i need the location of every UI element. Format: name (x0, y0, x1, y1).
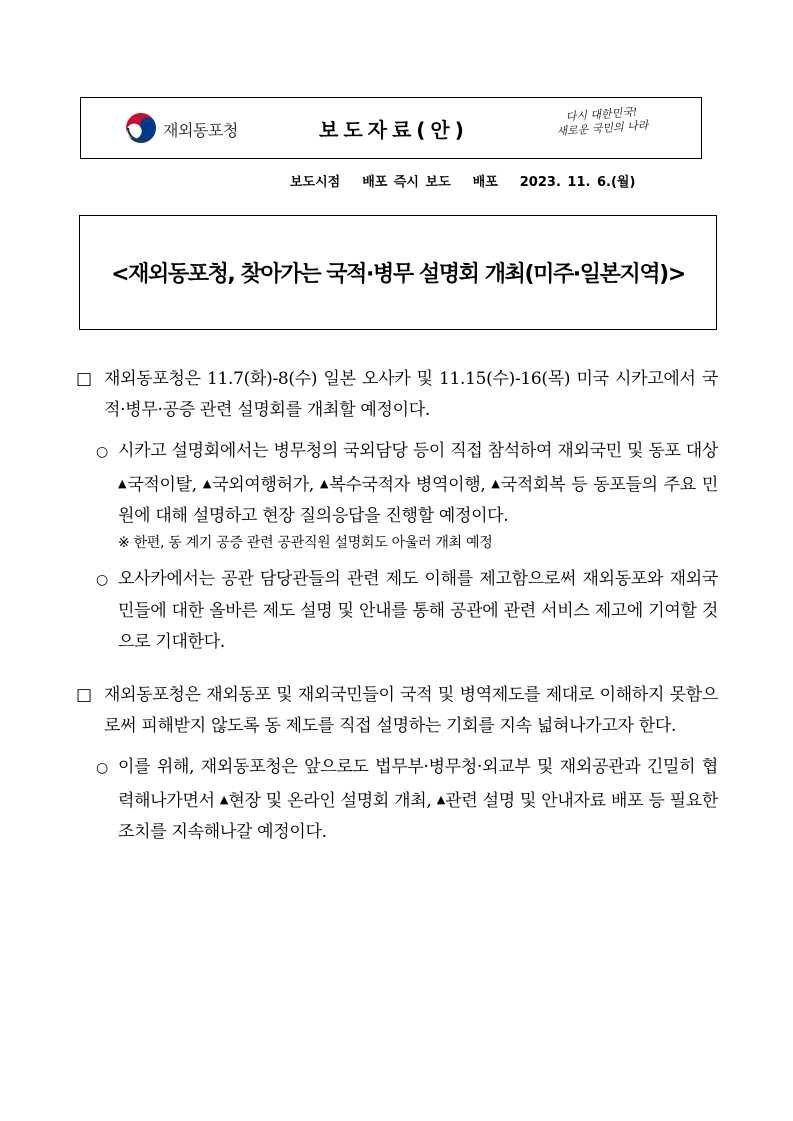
triangle-bullet-icon: ▲ (436, 793, 446, 806)
triangle-bullet-icon: ▲ (319, 477, 330, 490)
item-text: 국외여행허가, (212, 475, 320, 495)
taegeuk-logo-icon (125, 112, 157, 144)
triangle-bullet-icon: ▲ (202, 477, 213, 490)
agency-logo (125, 112, 257, 144)
headline: <재외동포청, 찾아가는 국적·병무 설명회 개최(미주·일본지역)> (111, 262, 685, 287)
press-release-header (80, 97, 702, 159)
release-time-value: 배포 즉시 보도 (362, 175, 451, 190)
triangle-bullet-icon: ▲ (219, 793, 229, 806)
item-text: 관련 설명 및 안내자료 배포 등 필요한 조치를 지속해나갈 예정이다. (118, 791, 719, 842)
circle-bullet: ○ (96, 760, 108, 776)
headline-box (79, 215, 717, 330)
slogan (546, 104, 658, 140)
release-info (290, 171, 635, 190)
circle-bullet: ○ (96, 572, 108, 588)
item-text: 현장 및 온라인 설명회 개최, (228, 791, 437, 811)
slogan-line-1: 다시 대한민국! (565, 105, 638, 124)
document-type-title: 보도자료(안) (319, 118, 469, 142)
section-2-text: 재외동포청은 재외동포 및 재외국민들이 국적 및 병역제도를 제대로 이해하지 못함으로써 피해받지 않도록 동 제도를 직접 설명하는 기회를 지속 넓혀나가고자 한다. (104, 685, 718, 736)
reference-note: ※ 한편, 동 계기 공증 관련 공관직원 설명회도 아울러 개최 예정 (118, 535, 493, 551)
item-text: 국적이탈, (127, 475, 203, 495)
section-1-item-2 (96, 564, 718, 658)
section-2-paragraph (76, 680, 718, 742)
square-bullet: □ (76, 685, 92, 705)
item-text: 복수국적자 병역이행, (329, 475, 492, 495)
section-1-paragraph (76, 364, 718, 426)
item-text: 오사카에서는 공관 담당관들의 관련 제도 이해를 제고함으로써 재외동포와 재외국민들에 대한 올바른 제도 설명 및 안내를 통해 공관에 관련 서비스 제고에 기여할 것으로 기대한다. (118, 569, 718, 652)
document-body (0, 364, 793, 848)
item-text: 시카고 설명회에서는 병무청의 국외담당 등이 직접 참석하여 재외국민 및 동포 대상 (118, 441, 718, 461)
slogan-line-2: 새로운 국민의 나라 (556, 118, 649, 139)
agency-name: 재외동포청 (163, 121, 238, 140)
release-date-value: 2023. 11. 6.(월) (519, 175, 636, 190)
square-bullet: □ (76, 369, 92, 389)
section-1-item-1 (96, 436, 718, 532)
item-text: 국적회복 등 동포들의 주요 민원에 대해 설명하고 현장 질의응답을 진행할 예정이다. (118, 475, 718, 526)
section-1-text: 재외동포청은 11.7(화)-8(수) 일본 오사카 및 11.15(수)-16(목) 미국 시카고에서 국적·병무·공증 관련 설명회를 개최할 예정이다. (104, 369, 718, 420)
release-date-label: 배포 (472, 175, 498, 190)
triangle-bullet-icon: ▲ (491, 477, 501, 490)
section-2-item-1 (96, 752, 719, 848)
release-time-label: 보도시점 (290, 175, 341, 190)
circle-bullet: ○ (96, 444, 108, 460)
triangle-bullet-icon: ▲ (118, 477, 128, 490)
item-text: 이를 위해, 재외동포청은 앞으로도 법무부·병무청·외교부 및 재외공관과 긴밀히 협력해나가면서 (118, 757, 718, 811)
